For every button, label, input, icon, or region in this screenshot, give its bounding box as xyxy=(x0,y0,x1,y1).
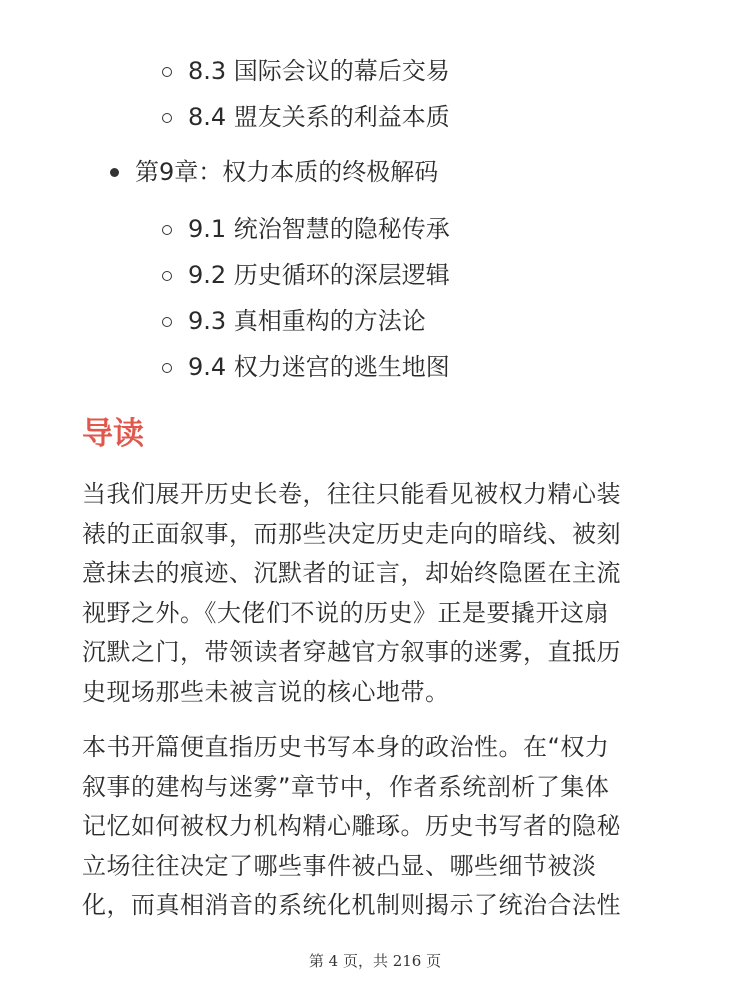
toc-item[interactable] xyxy=(0,344,750,390)
paragraph-line: 裱的正面叙事，而那些决定历史走向的暗线、被刻 xyxy=(82,519,621,548)
hollow-circle-bullet-icon xyxy=(162,363,172,373)
toc-item-label: 9.1 统治智慧的隐秘传承 xyxy=(188,215,450,243)
toc-item[interactable] xyxy=(0,206,750,252)
chapter-title: 第9章：权力本质的终极解码 xyxy=(135,158,439,186)
paragraph-line: 意抹去的痕迹、沉默者的证言，却始终隐匿在主流 xyxy=(82,559,621,587)
toc-item[interactable] xyxy=(0,298,750,344)
solid-circle-bullet-icon xyxy=(110,168,119,177)
section-heading: 导读 xyxy=(82,416,144,452)
paragraph-line: 当我们展开历史长卷，往往只能看见被权力精心装 xyxy=(82,480,621,508)
hollow-circle-bullet-icon xyxy=(162,113,172,123)
paragraph-line: 史现场那些未被言说的核心地带。 xyxy=(82,677,450,706)
toc-item[interactable] xyxy=(0,48,750,94)
page-number-footer: 第 4 页，共 216 页 xyxy=(308,952,442,970)
paragraph-line: 视野之外。《大佬们不说的历史》正是要撬开这扇 xyxy=(82,598,609,627)
toc-item-label: 9.4 权力迷宫的逃生地图 xyxy=(188,353,450,381)
toc-item-label: 9.3 真相重构的方法论 xyxy=(188,307,426,335)
hollow-circle-bullet-icon xyxy=(162,225,172,235)
hollow-circle-bullet-icon xyxy=(162,67,172,77)
toc-item[interactable] xyxy=(0,252,750,298)
toc-chapter9-list xyxy=(0,206,750,390)
paragraph-line: 叙事的建构与迷雾”章节中，作者系统剖析了集体 xyxy=(82,772,610,801)
toc-chapter-9[interactable] xyxy=(0,149,438,195)
toc-item-label: 8.3 国际会议的幕后交易 xyxy=(188,57,450,85)
paragraph-line: 沉默之门，带领读者穿越官方叙事的迷雾，直抵历 xyxy=(82,638,621,666)
paragraph-line: 立场往往决定了哪些事件被凸显、哪些细节被淡 xyxy=(82,851,597,880)
toc-item[interactable] xyxy=(0,94,750,140)
toc-item-label: 8.4 盟友关系的利益本质 xyxy=(188,103,450,131)
body-paragraph xyxy=(82,728,672,926)
paragraph-line: 本书开篇便直指历史书写本身的政治性。在“权力 xyxy=(82,733,610,761)
toc-item-label: 9.2 历史循环的深层逻辑 xyxy=(188,261,450,289)
hollow-circle-bullet-icon xyxy=(162,317,172,327)
paragraph-line: 化，而真相消音的系统化机制则揭示了统治合法性 xyxy=(82,891,621,919)
body-paragraph xyxy=(82,475,672,712)
toc-chapter8-list xyxy=(0,48,750,140)
paragraph-line: 记忆如何被权力机构精心雕琢。历史书写者的隐秘 xyxy=(82,812,621,840)
hollow-circle-bullet-icon xyxy=(162,271,172,281)
